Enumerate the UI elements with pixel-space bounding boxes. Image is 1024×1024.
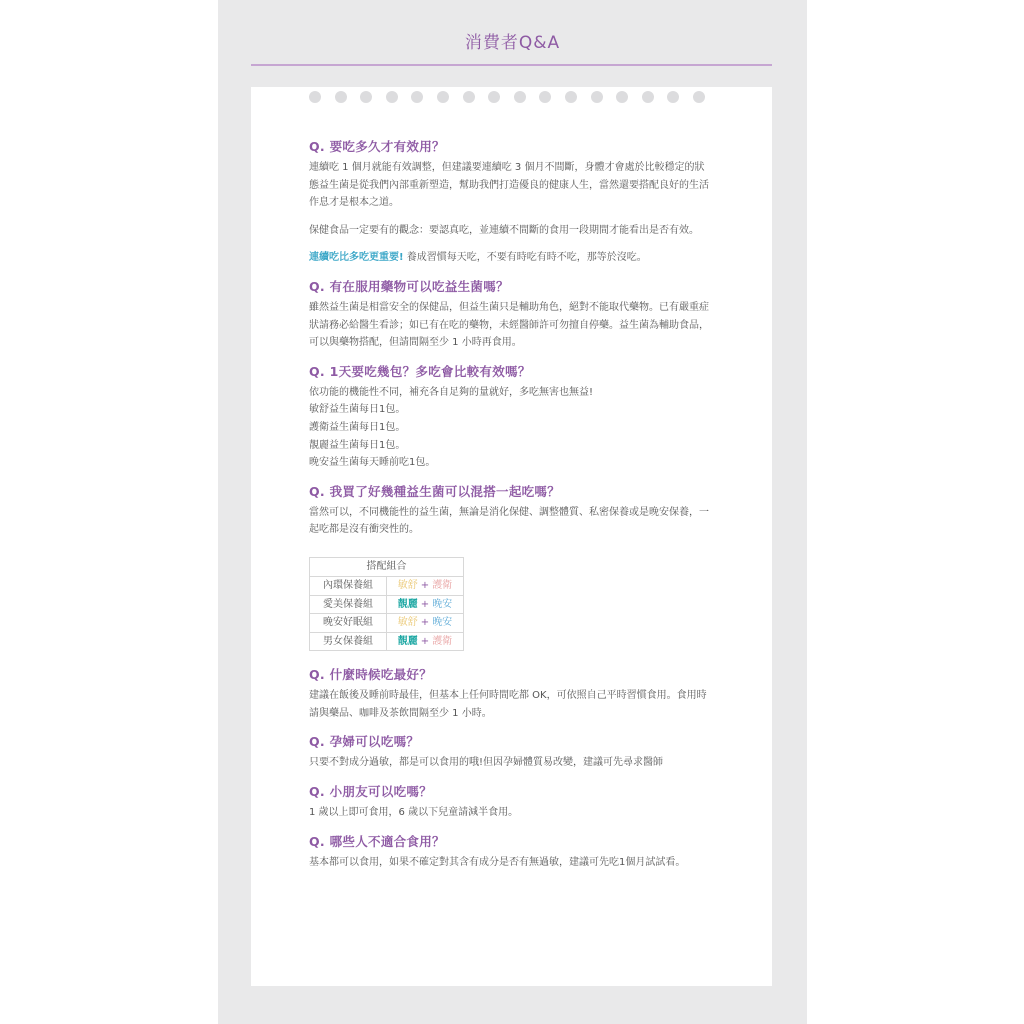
faq-question: Q. 孕婦可以吃嗎？ <box>309 734 420 750</box>
faq-item-dosage <box>309 364 713 472</box>
notepad-card <box>251 87 772 986</box>
binding-hole <box>386 91 398 103</box>
binding-hole <box>437 91 449 103</box>
faq-answer-line: 靚麗益生菌每日1包。 <box>309 439 406 451</box>
combo-name: 愛美保養組 <box>310 595 387 614</box>
faq-item-children <box>309 784 713 822</box>
combo-plus: + <box>420 635 430 647</box>
page-title: 消費者Q&A <box>464 33 561 53</box>
binding-hole <box>539 91 551 103</box>
combo-product-a: 敏舒 <box>397 579 418 591</box>
faq-answer: 建議在飯後及睡前時最佳，但基本上任何時間吃都 OK，可依照自己平時習慣食用。食用時請與藥品、咖啡及茶飲間隔至少 1 小時。 <box>309 690 707 719</box>
binding-hole <box>360 91 372 103</box>
combo-name: 晚安好眠組 <box>310 614 387 633</box>
combo-mix <box>387 632 464 651</box>
highlight-rest-text: 養成習慣每天吃，不要有時吃有時不吃，那等於沒吃。 <box>406 252 647 264</box>
faq-answer-line: 敏舒益生菌每日1包。 <box>309 404 406 416</box>
faq-answer-highlight <box>309 249 713 267</box>
binding-hole <box>616 91 628 103</box>
faq-content <box>309 139 713 871</box>
faq-question: Q. 小朋友可以吃嗎？ <box>309 784 433 800</box>
binding-hole <box>591 91 603 103</box>
combo-table-row <box>310 595 464 614</box>
combo-mix <box>387 595 464 614</box>
faq-item-timing <box>309 667 713 722</box>
binding-hole <box>693 91 705 103</box>
combo-table-body <box>310 576 464 650</box>
combo-product-b: 晚安 <box>432 598 453 610</box>
faq-question: Q. 什麼時候吃最好？ <box>309 667 433 683</box>
combo-product-b: 護衛 <box>432 635 453 647</box>
combo-product-b: 晚安 <box>432 617 453 629</box>
combo-table-header: 搭配組合 <box>310 557 464 576</box>
combo-name: 內環保養組 <box>310 576 387 595</box>
faq-answer: 連續吃 1 個月就能有效調整，但建議要連續吃 3 個月不間斷，身體才會處於比較穩定的狀態益生菌是從我們內部重新塑造，幫助我們打造優良的健康人生，當然還要搭配良好的生活作息才是根本之道。 <box>309 162 709 209</box>
faq-answer-line: 晚安益生菌每天睡前吃1包。 <box>309 457 436 469</box>
faq-answer: 保健食品一定要有的觀念：要認真吃，並連續不間斷的食用一段期間才能看出是否有效。 <box>309 224 699 236</box>
binding-hole <box>488 91 500 103</box>
combo-product-a: 靚麗 <box>397 598 418 610</box>
notepad-binding-holes <box>309 87 705 105</box>
binding-hole <box>463 91 475 103</box>
combo-product-a: 敏舒 <box>397 617 418 629</box>
binding-hole <box>335 91 347 103</box>
combo-mix <box>387 576 464 595</box>
title-divider <box>251 64 772 66</box>
binding-hole <box>309 91 321 103</box>
combo-plus: + <box>420 598 430 610</box>
page-background <box>218 0 807 1024</box>
binding-hole <box>565 91 577 103</box>
faq-item-duration <box>309 139 713 267</box>
combo-plus: + <box>420 617 430 629</box>
faq-answer-line: 依功能的機能性不同，補充各自足夠的量就好，多吃無害也無益! <box>309 386 594 398</box>
faq-question: Q. 1天要吃幾包？多吃會比較有效嗎？ <box>309 363 531 379</box>
highlight-text: 連續吃比多吃更重要! <box>309 252 404 264</box>
combo-table-row <box>310 614 464 633</box>
combo-table-row <box>310 576 464 595</box>
faq-item-pregnant <box>309 734 713 772</box>
faq-answer: 當然可以，不同機能性的益生菌，無論是消化保健、調整體質、私密保養或是晚安保養，一起吃都是沒有衝突性的。 <box>309 506 709 536</box>
combo-product-b: 護衛 <box>432 579 453 591</box>
faq-answer: 只要不對成分過敏，都是可以食用的哦!但因孕婦體質易改變，建議可先尋求醫師 <box>309 757 664 769</box>
binding-hole <box>411 91 423 103</box>
faq-question: Q. 哪些人不適合食用？ <box>309 833 445 849</box>
faq-answer-line: 護衛益生菌每日1包。 <box>309 421 406 433</box>
combo-table-row <box>310 632 464 651</box>
combo-mix <box>387 614 464 633</box>
faq-item-mixing <box>309 484 713 539</box>
faq-question: Q. 我買了好幾種益生菌可以混搭一起吃嗎？ <box>309 483 561 499</box>
combo-name: 男女保養組 <box>310 632 387 651</box>
faq-item-medication <box>309 279 713 352</box>
binding-hole <box>514 91 526 103</box>
faq-question: Q. 要吃多久才有效用？ <box>309 139 445 154</box>
combo-product-a: 靚麗 <box>397 635 418 647</box>
faq-answer: 基本都可以食用，如果不確定對其含有成分是否有無過敏，建議可先吃1個月試試看。 <box>309 856 686 868</box>
faq-answer: 1 歲以上即可食用，6 歲以下兒童請減半食用。 <box>309 807 519 819</box>
faq-question: Q. 有在服用藥物可以吃益生菌嗎？ <box>309 278 509 294</box>
binding-hole <box>642 91 654 103</box>
faq-answer: 雖然益生菌是相當安全的保健品，但益生菌只是輔助角色，絕對不能取代藥物。已有嚴重症狀請務必給醫生看診；如已有在吃的藥物，未經醫師許可勿擅自停藥。益生菌為輔助食品，可以與藥物搭配，但請間隔至少 1 小時再食用。 <box>309 301 709 349</box>
combo-table <box>309 557 464 651</box>
faq-item-unsuitable <box>309 834 713 872</box>
combo-plus: + <box>420 579 430 591</box>
binding-hole <box>667 91 679 103</box>
